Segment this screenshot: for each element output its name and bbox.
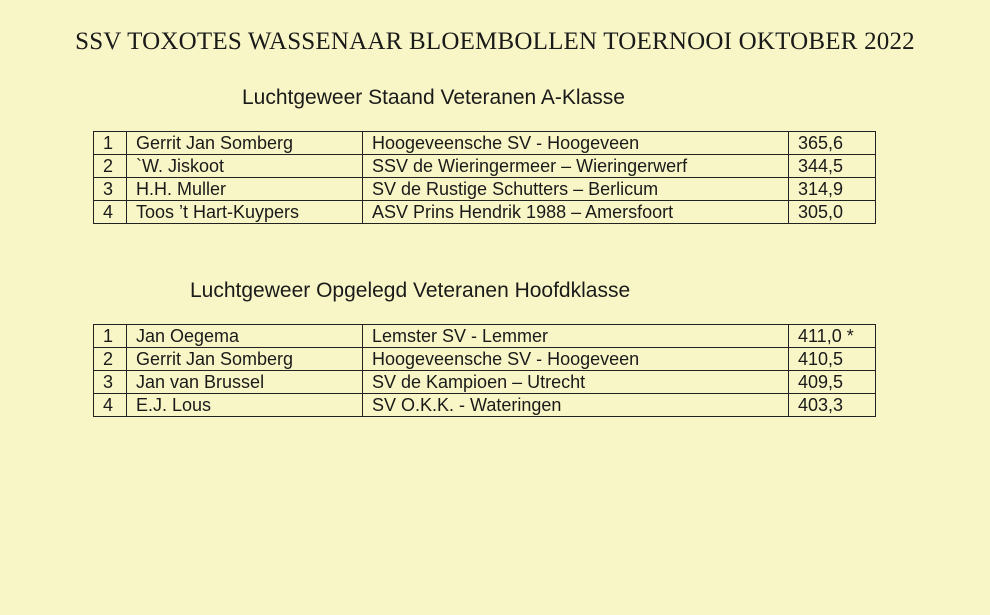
shooter-name-cell: Gerrit Jan Somberg	[127, 348, 363, 371]
shooter-name-cell: Toos ’t Hart-Kuypers	[127, 201, 363, 224]
results-table-opgelegd	[93, 324, 876, 417]
rank-cell: 3	[94, 371, 127, 394]
table-row	[94, 371, 876, 394]
rank-cell: 3	[94, 178, 127, 201]
club-cell: Hoogeveensche SV - Hoogeveen	[363, 348, 789, 371]
club-cell: ASV Prins Hendrik 1988 – Amersfoort	[363, 201, 789, 224]
score-cell: 314,9	[789, 178, 876, 201]
club-cell: Lemster SV - Lemmer	[363, 325, 789, 348]
rank-cell: 1	[94, 325, 127, 348]
rank-cell: 1	[94, 132, 127, 155]
shooter-name-cell: Jan Oegema	[127, 325, 363, 348]
club-cell: SV de Rustige Schutters – Berlicum	[363, 178, 789, 201]
rank-cell: 4	[94, 394, 127, 417]
club-cell: Hoogeveensche SV - Hoogeveen	[363, 132, 789, 155]
results-table-staand	[93, 131, 876, 224]
document-title: SSV TOXOTES WASSENAAR BLOEMBOLLEN TOERNOOI OKTOBER 2022	[75, 28, 915, 55]
score-cell: 305,0	[789, 201, 876, 224]
table-row	[94, 325, 876, 348]
table-row	[94, 348, 876, 371]
table-row	[94, 155, 876, 178]
score-cell: 410,5	[789, 348, 876, 371]
shooter-name-cell: E.J. Lous	[127, 394, 363, 417]
shooter-name-cell: Jan van Brussel	[127, 371, 363, 394]
score-cell: 409,5	[789, 371, 876, 394]
rank-cell: 4	[94, 201, 127, 224]
rank-cell: 2	[94, 348, 127, 371]
shooter-name-cell: H.H. Muller	[127, 178, 363, 201]
club-cell: SSV de Wieringermeer – Wieringerwerf	[363, 155, 789, 178]
shooter-name-cell: `W. Jiskoot	[127, 155, 363, 178]
score-cell: 411,0 *	[789, 325, 876, 348]
score-cell: 344,5	[789, 155, 876, 178]
table-row	[94, 178, 876, 201]
section-heading-staand: Luchtgeweer Staand Veteranen A-Klasse	[242, 86, 625, 109]
club-cell: SV O.K.K. - Wateringen	[363, 394, 789, 417]
table-row	[94, 201, 876, 224]
section-heading-opgelegd: Luchtgeweer Opgelegd Veteranen Hoofdklasse	[190, 279, 631, 302]
club-cell: SV de Kampioen – Utrecht	[363, 371, 789, 394]
table-row	[94, 132, 876, 155]
score-cell: 365,6	[789, 132, 876, 155]
shooter-name-cell: Gerrit Jan Somberg	[127, 132, 363, 155]
score-cell: 403,3	[789, 394, 876, 417]
rank-cell: 2	[94, 155, 127, 178]
table-row	[94, 394, 876, 417]
